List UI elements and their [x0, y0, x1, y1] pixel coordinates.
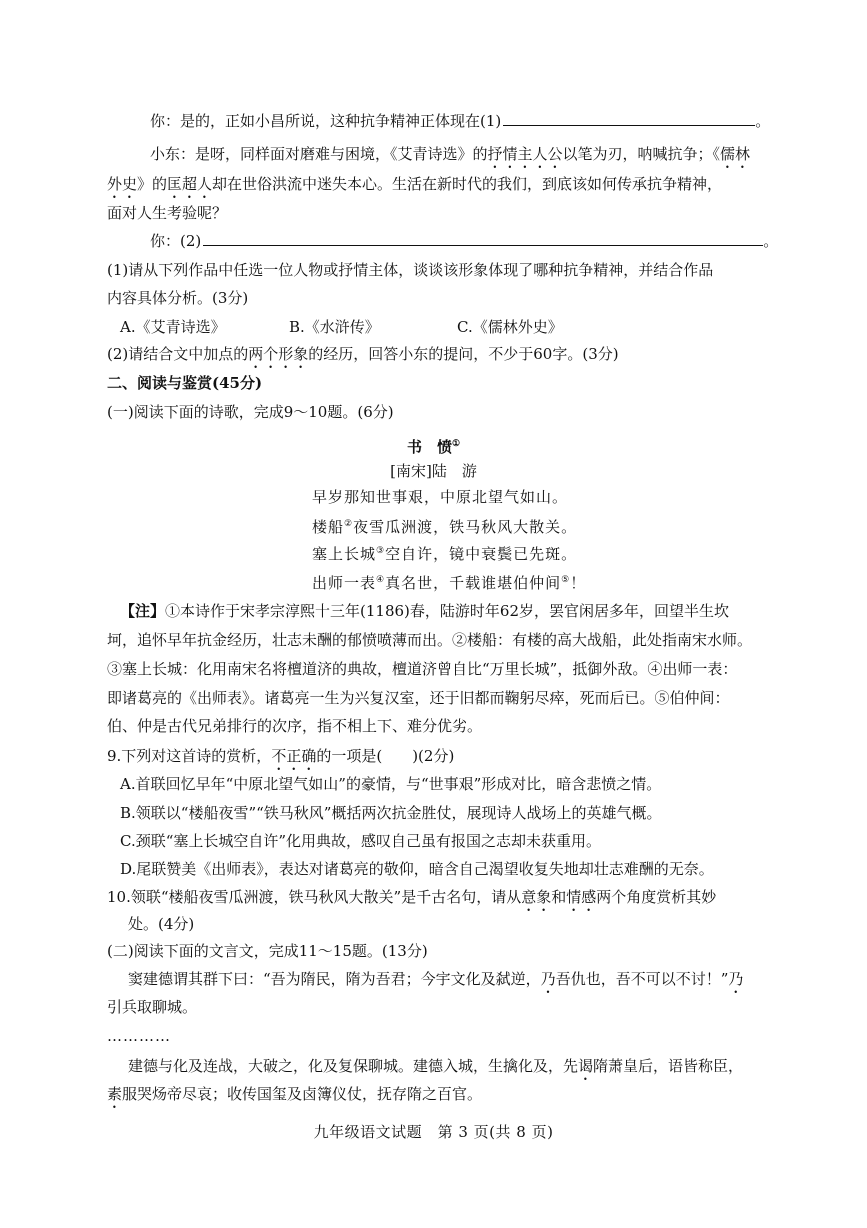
notes-line-3: [107, 658, 737, 680]
text: ①本诗作于宋孝宗淳熙十三年(1186)春，陆游时年62岁，罢官闲居多年，回望半生坎: [165, 602, 729, 620]
text: (2)请结合文中加点的: [107, 345, 249, 363]
q1-option-b: [289, 316, 380, 338]
text: [南宋]陆 游: [390, 462, 477, 480]
note-marker: ⑤: [561, 575, 571, 585]
text: 引兵取聊城。: [107, 998, 198, 1016]
poem-title: [0, 433, 867, 458]
dotted-figure-2: 匡超人: [167, 175, 213, 193]
dialogue-you-1: 你：是的，正如小昌所说，这种抗争精神正体现在(1): [150, 112, 502, 130]
q9-stem: [107, 745, 454, 774]
text: C.《儒林外史》: [457, 318, 563, 336]
dotted-char: 乃: [728, 970, 744, 988]
notes-line-1: [120, 600, 729, 622]
notes-line-4: [107, 687, 730, 709]
classical-line-4: [107, 1083, 482, 1112]
answer-blank-1[interactable]: [503, 110, 755, 126]
dialogue-xiaodong-line-1: [150, 143, 750, 172]
part1-title: [107, 401, 394, 423]
classical-line-3: [128, 1055, 743, 1084]
dotted-figure-1: 抒情主人公: [487, 145, 563, 163]
poem-line-2: [312, 513, 577, 538]
q10-line-2: [128, 913, 194, 935]
text: 塞上长城: [312, 545, 377, 563]
text: 坷，追怀早年抗金经历，壮志未酬的郁愤喷薄而出。②楼船：有楼的高大战船，此处指南宋水师。: [107, 631, 753, 649]
section-title: [107, 372, 262, 394]
note-marker: ④: [376, 575, 386, 585]
text: 隋萧皇后，语皆称臣，: [593, 1057, 744, 1075]
text: 的经历，回答小东的提问，不少于60字。(3分): [308, 345, 619, 363]
text: 九年级语文试题 第 3 页(共 8 页): [313, 1123, 554, 1141]
text: A.《艾青诗选》: [120, 318, 226, 336]
text: 以笔为刃，呐喊抗争；《: [562, 145, 721, 163]
poem-line-3: [312, 540, 577, 565]
text: 》的: [137, 175, 168, 193]
text: 和: [551, 888, 567, 906]
text: A.首联回忆早年“中原北望气如山”的豪情，与“世事艰”形成对比，暗含悲愤之情。: [120, 775, 662, 793]
q1-line-2: [107, 287, 248, 309]
text: 即诸葛亮的《出师表》。诸葛亮一生为兴复汉室，还于旧都而鞠躬尽瘁，死而后已。⑤伯仲间：: [107, 689, 730, 707]
answer-blank-2[interactable]: [203, 230, 763, 246]
dotted-char: 谒: [578, 1057, 594, 1075]
text: 伯、仲是古代兄弟排行的次序，指不相上下、难分优劣。: [107, 717, 483, 735]
note-marker: ②: [344, 519, 354, 529]
dotted-book-1: 儒林: [720, 145, 751, 163]
ellipsis: [107, 1025, 171, 1047]
q1-option-a: [120, 316, 226, 338]
q9-option-d: [120, 858, 714, 880]
text: ③塞上长城：化用南宋名将檀道济的典故，檀道济曾自比“万里长城”，抵御外敌。④出师一表：: [107, 660, 738, 678]
text: 两个角度赏析其妙: [596, 888, 717, 906]
text: 吾仇也，吾不可以不讨！”: [555, 970, 729, 988]
text: 面对人生考验呢？: [107, 204, 228, 222]
text: 窦建德谓其群下曰：“吾为隋民，隋为吾君；今宇文化及弑逆，: [128, 970, 541, 988]
dialogue-xiaodong-line-2: [107, 173, 722, 202]
page-footer: [0, 1121, 867, 1143]
text: 二、阅读与鉴赏(45分): [107, 374, 263, 392]
dotted-two-figures: 两个形象: [248, 345, 309, 363]
text: 书 愤: [406, 438, 452, 456]
dotted-char: 乃: [540, 970, 556, 988]
poem-author: [0, 460, 867, 482]
end-mark: 。: [755, 112, 771, 130]
q9-option-c: [120, 830, 601, 852]
dotted-not-correct: 不正确: [271, 747, 317, 765]
text: 的一项是( )(2分): [316, 747, 455, 765]
text: B.领联以“楼船夜雪”“铁马秋风”概括两次抗金胜仗，展现诗人战场上的英雄气概。: [120, 804, 662, 822]
note-marker: ③: [376, 546, 386, 556]
text: C.颈联“塞上长城空自许”化用典故，感叹自己虽有报国之志却未获重用。: [120, 832, 602, 850]
text: D.尾联赞美《出师表》，表达对诸葛亮的敬仰，暗含自己渴望收复失地却壮志难酬的无奈。: [120, 860, 714, 878]
answer-line-2: [150, 230, 778, 252]
q9-option-a: [120, 773, 661, 795]
dialogue-you-2: 你：(2): [150, 232, 202, 250]
dotted-book-2: 外史: [107, 175, 138, 193]
text: 夜雪瓜洲渡，铁马秋风大散关。: [353, 518, 578, 536]
text: B.《水浒传》: [289, 318, 380, 336]
text: 小东：是呀，同样面对磨难与困境，《艾青诗选》的: [150, 145, 488, 163]
answer-line-1: [150, 110, 770, 132]
dialogue-xiaodong-line-3: [107, 202, 227, 224]
text: 真名世，千载谁堪伯仲间: [385, 574, 562, 592]
text: 服哭炀帝尽哀；收传国玺及卤簿仪仗，抚存隋之百官。: [122, 1085, 483, 1103]
classical-line-1: [128, 968, 743, 997]
notes-line-5: [107, 715, 482, 737]
end-mark: 。: [763, 232, 779, 250]
text: 出师一表: [312, 574, 377, 592]
part2-title: [107, 940, 428, 962]
q1-line-1: [107, 259, 713, 281]
text: 9.下列对这首诗的赏析，: [107, 747, 272, 765]
q1-option-c: [457, 316, 563, 338]
text: …………: [107, 1027, 171, 1045]
text: 内容具体分析。(3分): [107, 289, 249, 307]
text: (1)请从下列作品中任选一位人物或抒情主体，谈谈该形象体现了哪种抗争精神，并结合作品: [107, 261, 714, 279]
dotted-imagery: 意象: [521, 888, 552, 906]
dotted-emotion: 情感: [566, 888, 597, 906]
q9-option-b: [120, 802, 661, 824]
text: 早岁那知世事艰，中原北望气如山。: [312, 488, 569, 506]
classical-line-2: [107, 996, 197, 1018]
text: 建德与化及连战，大破之，化及复保聊城。建德入城，生擒化及，先: [128, 1057, 579, 1075]
text: 楼船: [312, 518, 345, 536]
note-marker: ①: [451, 439, 461, 449]
text: ！: [570, 574, 587, 592]
poem-line-4: [312, 569, 586, 594]
q10-line-1: [107, 886, 716, 915]
dotted-char: 素: [107, 1085, 123, 1103]
poem-line-1: [312, 486, 568, 508]
text: (一)阅读下面的诗歌，完成9～10题。(6分): [107, 403, 394, 421]
notes-line-2: [107, 629, 752, 651]
text: (二)阅读下面的文言文，完成11～15题。(13分): [107, 942, 428, 960]
text: 却在世俗洪流中迷失本心。生活在新时代的我们，到底该如何传承抗争精神，: [212, 175, 723, 193]
text: 10.领联“楼船夜雪瓜洲渡，铁马秋风大散关”是千古名句，请从: [107, 888, 522, 906]
text: 空自许，镜中衰鬓已先斑。: [385, 545, 578, 563]
notes-label: 【注】: [120, 602, 166, 620]
q2-line: [107, 343, 619, 372]
text: 处。(4分): [128, 915, 195, 933]
